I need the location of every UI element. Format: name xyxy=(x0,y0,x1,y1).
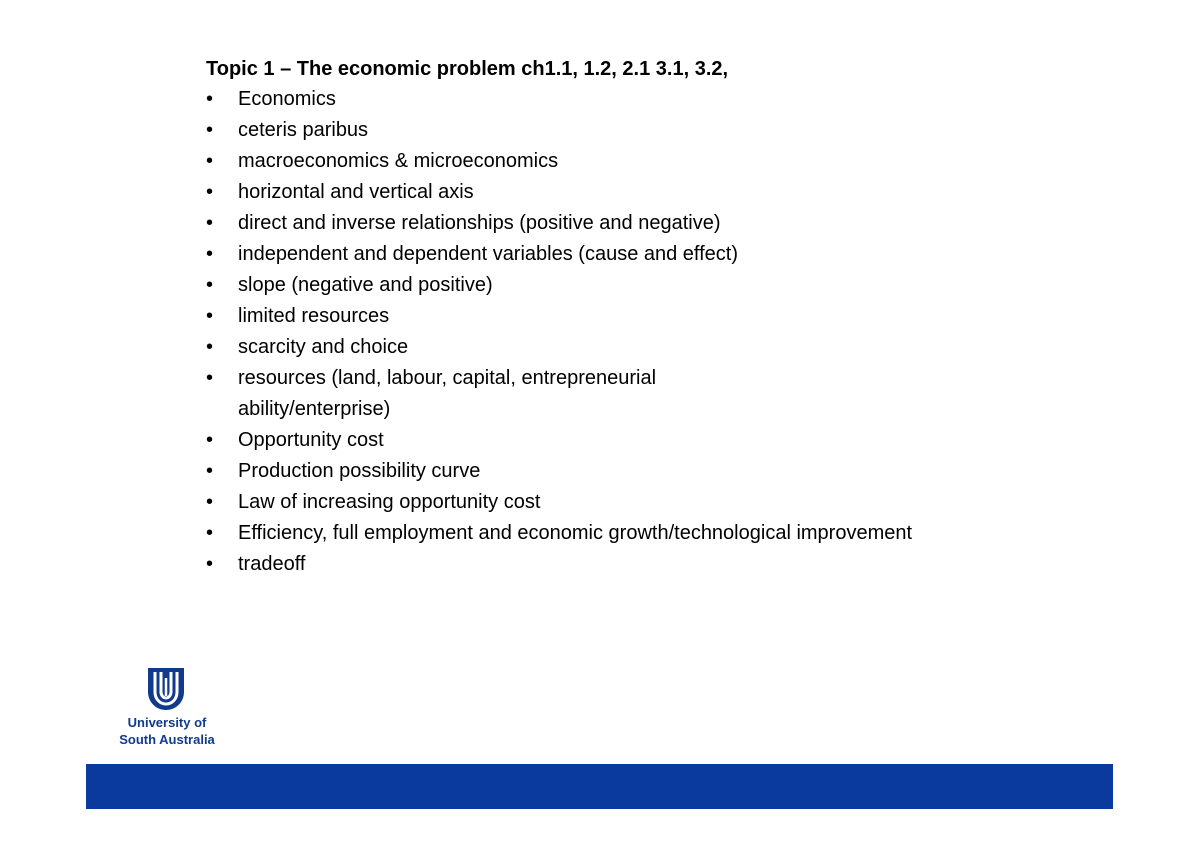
list-item xyxy=(206,301,918,332)
bullet-icon: • xyxy=(206,274,214,296)
slide-content xyxy=(206,54,1106,580)
slide-title: Topic 1 – The economic problem ch1.1, 1.2, 2.1 3.1, 3.2, xyxy=(206,58,729,80)
list-item-text: scarcity and choice xyxy=(238,336,409,358)
list-item-text: limited resources xyxy=(238,305,390,327)
list-item-text: horizontal and vertical axis xyxy=(238,181,474,203)
list-item-text: Production possibility curve xyxy=(238,460,481,482)
list-item-text: Economics xyxy=(238,88,336,110)
logo-line-1: University of xyxy=(127,715,207,730)
list-item xyxy=(206,239,918,270)
list-item xyxy=(206,363,758,425)
university-logo xyxy=(112,664,222,750)
list-item-text: tradeoff xyxy=(238,553,306,575)
list-item-text: slope (negative and positive) xyxy=(238,274,493,296)
list-item xyxy=(206,115,918,146)
list-item-text: Opportunity cost xyxy=(238,429,384,451)
list-item-text: resources (land, labour, capital, entrepreneurial ability/enterprise) xyxy=(238,367,657,420)
bullet-icon: • xyxy=(206,367,214,389)
bullet-icon: • xyxy=(206,181,214,203)
list-item xyxy=(206,177,918,208)
list-item xyxy=(206,518,938,549)
list-item xyxy=(206,487,918,518)
bullet-icon: • xyxy=(206,491,214,513)
list-item xyxy=(206,456,918,487)
list-item xyxy=(206,84,918,115)
bullet-icon: • xyxy=(206,88,214,110)
list-item xyxy=(206,549,918,580)
logo-text xyxy=(112,714,222,748)
bullet-icon: • xyxy=(206,336,214,358)
list-item-text: independent and dependent variables (cause and effect) xyxy=(238,243,739,265)
bullet-icon: • xyxy=(206,243,214,265)
list-item-text: macroeconomics & microeconomics xyxy=(238,150,559,172)
bullet-icon: • xyxy=(206,119,214,141)
list-item xyxy=(206,425,918,456)
university-shield-icon xyxy=(146,666,186,712)
topic-list xyxy=(206,84,1106,580)
list-item xyxy=(206,208,918,239)
bullet-icon: • xyxy=(206,429,214,451)
bullet-icon: • xyxy=(206,212,214,234)
footer-bar xyxy=(86,764,1113,809)
logo-line-2: South Australia xyxy=(119,732,215,747)
list-item-text: ceteris paribus xyxy=(238,119,369,141)
list-item-text: Law of increasing opportunity cost xyxy=(238,491,541,513)
list-item-text: Efficiency, full employment and economic growth/technological improvement xyxy=(238,522,913,544)
bullet-icon: • xyxy=(206,460,214,482)
list-item xyxy=(206,146,918,177)
list-item-text: direct and inverse relationships (positive and negative) xyxy=(238,212,721,234)
list-item xyxy=(206,332,918,363)
bullet-icon: • xyxy=(206,150,214,172)
bullet-icon: • xyxy=(206,522,214,544)
bullet-icon: • xyxy=(206,305,214,327)
bullet-icon: • xyxy=(206,553,214,575)
list-item xyxy=(206,270,918,301)
